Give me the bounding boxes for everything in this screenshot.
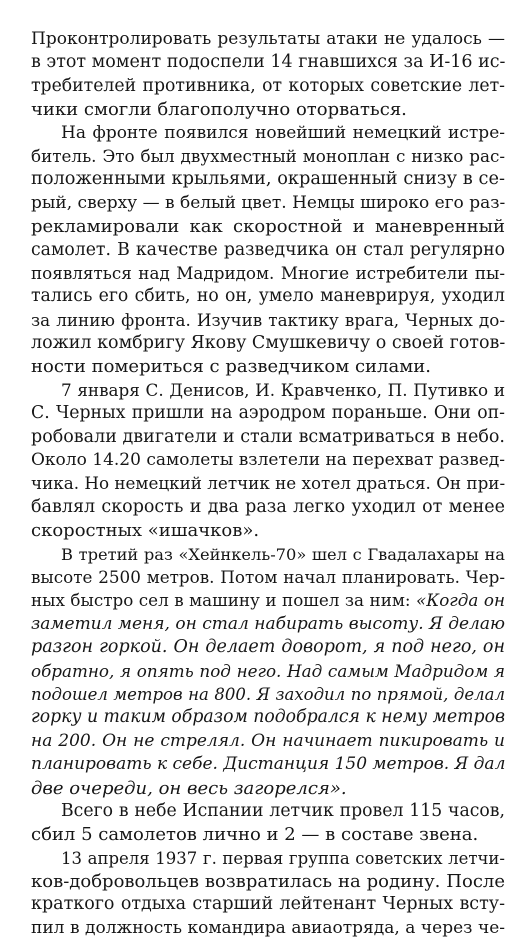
- paragraph-4: [31, 543, 505, 800]
- text-line-mixed: [31, 589, 505, 612]
- text-line: появляться над Мадридом. Многие истребители пы-: [31, 262, 505, 283]
- quote-start: «Когда он: [416, 590, 505, 611]
- text-line: краткого отдыха старший лейтенант Черных всту-: [31, 894, 505, 915]
- quote-line: планировать к себе. Дистанция 150 метров. Я дал: [31, 754, 505, 775]
- text-line: бавлял скорость и два раза легко уходил от менее: [31, 496, 505, 517]
- text-line: пил в должность командира авиаотряда, а через че-: [31, 917, 505, 938]
- text-line: На фронте появился новейший немецкий истре-: [61, 122, 505, 143]
- quote-line: обратно, я опять под него. Над самым Мадридом я: [31, 660, 505, 681]
- text-line: в этот момент подоспели 14 гнавшихся за И-16 ис-: [31, 52, 505, 73]
- text-line: битель. Это был двухместный моноплан с низко рас-: [31, 145, 505, 166]
- text-line: 7 января С. Денисов, И. Кравченко, П. Путивко и: [61, 379, 505, 400]
- text-line: С. Черных пришли на аэродром пораньше. Они оп-: [31, 403, 505, 424]
- quote-line: разгон горкой. Он делает доворот, я под него, он: [31, 637, 505, 658]
- paragraph-2: [31, 122, 505, 379]
- text-line: чика. Но немецкий летчик не хотел драться. Он при-: [31, 473, 505, 494]
- quote-line: две очереди, он весь загорелся».: [31, 777, 347, 799]
- text-line: рый, сверху — в белый цвет. Немцы широко его раз-: [31, 192, 505, 213]
- text-line: Проконтролировать результаты атаки не удалось —: [31, 29, 505, 49]
- text-line: рекламировали как скоростной и маневренный: [31, 216, 505, 238]
- text-line: чики смогли благополучно оторваться.: [31, 99, 407, 121]
- text-line: Всего в небе Испании летчик провел 115 часов,: [61, 800, 505, 821]
- quote-line: подошел метров на 800. Я заходил по прямой, делал: [31, 684, 505, 704]
- quote-line: горку и таким образом подобрался к нему метров: [31, 707, 505, 728]
- paragraph-6: [31, 847, 505, 940]
- text-line: 13 апреля 1937 г. первая группа советских летчи-: [61, 848, 505, 868]
- text-line: высоте 2500 метров. Потом начал планировать. Чер-: [31, 566, 505, 587]
- text-line: ности помериться с разведчиком силами.: [31, 356, 431, 378]
- text-line: тались его сбить, но он, умело маневрируя, уходил: [31, 286, 505, 307]
- paragraph-3: [31, 379, 505, 543]
- text-line: требителей противника, от которых советские лет-: [31, 75, 505, 96]
- book-page: [31, 28, 505, 940]
- text-line: В третий раз «Хейнкель-70» шел с Гвадалахары на: [61, 544, 505, 564]
- text-line: за линию фронта. Изучив тактику врага, Черных до-: [31, 309, 505, 330]
- text-line: положенными крыльями, окрашенный снизу в се-: [31, 169, 505, 190]
- text-line: сбил 5 самолетов лично и 2 — в составе звена.: [31, 824, 479, 846]
- text-line: скоростных «ишачков».: [31, 520, 260, 542]
- text-line: робовали двигатели и стали всматриваться в небо.: [31, 426, 505, 447]
- text-line: ков-добровольцев возвратилась на родину. После: [31, 871, 505, 893]
- text-line: ложил комбригу Якову Смушкевичу о своей готов-: [31, 333, 505, 354]
- quote-line: заметил меня, он стал набирать высоту. Я делаю: [31, 613, 505, 634]
- quote-line: на 200. Он не стрелял. Он начинает пикировать и: [31, 730, 505, 751]
- regular-text: ных быстро сел в машину и пошел за ним:: [31, 590, 417, 611]
- text-line: Около 14.20 самолеты взлетели на перехват развед-: [31, 450, 505, 471]
- paragraph-5: [31, 800, 505, 847]
- paragraph-1: [31, 28, 505, 122]
- text-line: самолет. В качестве разведчика он стал регулярно: [31, 239, 505, 260]
